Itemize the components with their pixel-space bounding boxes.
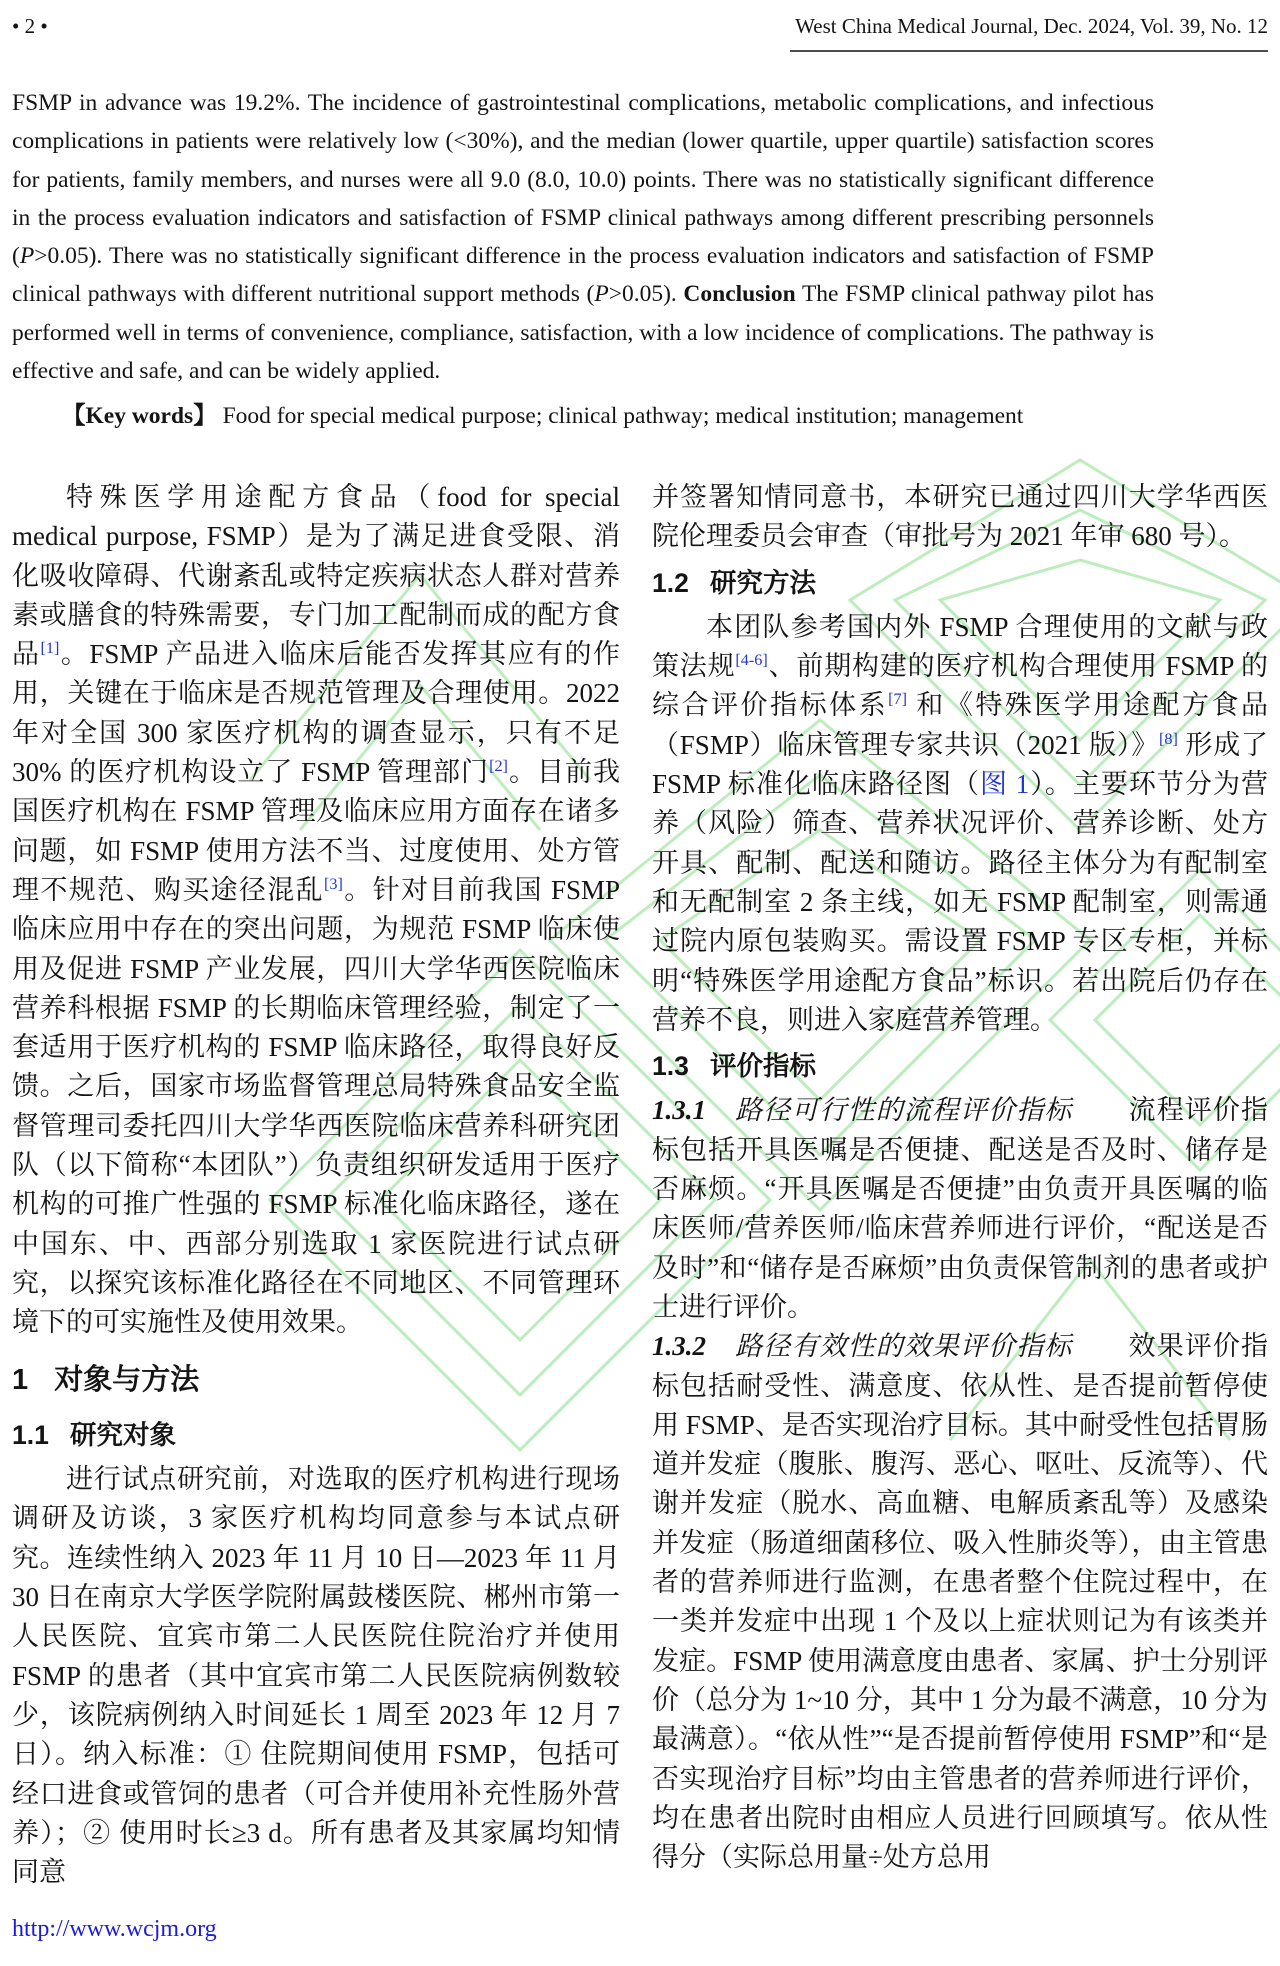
section-1-1-heading xyxy=(12,1416,620,1455)
keywords-line: 【Key words】 Food for special medical purpose; clinical pathway; medical institution; management xyxy=(62,403,1024,429)
abstract-paragraph: FSMP in advance was 19.2%. The incidence of gastrointestinal complications, metabolic complications, and infectious complications in patients were relatively low (<30%), and the median (lower quartile, upper quartile) satisfaction scores for patients, family members, and nurses were all 9.0 (8.0, 10.0) points. There was no statistically significant difference in the process evaluation indicators and satisfaction of FSMP clinical pathways among different prescribing personnels (P>0.05). There was no statistically significant difference in the process evaluation indicators and satisfaction of FSMP clinical pathways with different nutritional support methods (P>0.05). Conclusion The FSMP clinical pathway pilot has performed well in terms of convenience, compliance, satisfaction, with a low incidence of complications. The pathway is effective and safe, and can be widely applied. xyxy=(12,90,1154,385)
footer-journal-url[interactable]: http://www.wcjm.org xyxy=(12,1916,217,1942)
section-1-2-number: 1.2 xyxy=(652,567,689,598)
journal-info: West China Medical Journal, Dec. 2024, Vol. 39, No. 12 xyxy=(795,14,1268,38)
section-1-heading xyxy=(12,1361,620,1400)
continuation-paragraph: 并签署知情同意书，本研究已通过四川大学华西医院伦理委员会审查（审批号为 2021 年审 680 号）。 xyxy=(652,482,1268,552)
page-number: • 2 • xyxy=(12,14,48,38)
methods-paragraph: 本团队参考国内外 FSMP 合理使用的文献与政策法规[4-6]、前期构建的医疗机构合理使用 FSMP 的综合评价指标体系[7] 和《特殊医学用途配方食品（FSMP）临床管理专家共识（2021 版）》[8] 形成了 FSMP 标准化临床路径图（图 1）。主要环节分为营养（风险）筛查、营养状况评价、营养诊断、处方开具、配制、配送和随访。路径主体分为有配制室和无配制室 2 条主线，如无 FSMP 配制室，则需通过院内原包装购买。需设置 FSMP 专区专柜，并标明“特殊医学用途配方食品”标识。若出院后仍存在营养不良，则进入家庭营养管理。 xyxy=(652,611,1269,1035)
section-1-3-title: 评价指标 xyxy=(710,1051,817,1082)
section-1-3-number: 1.3 xyxy=(652,1051,689,1082)
study-design-paragraph: 进行试点研究前，对选取的医疗机构进行现场调研及访谈，3 家医疗机构均同意参与本试点研究。连续性纳入 2023 年 11 月 10 日—2023 年 11 月 30 日在南京大学医学院附属鼓楼医院、郴州市第一人民医院、宜宾市第二人民医院住院治疗并使用 FSMP 的患者（其中宜宾市第二人民医院病例数较少，该院病例纳入时间延长 1 周至 2023 年 12 月 7 日）。纳入标准：① 住院期间使用 FSMP，包括可经口进食或管饲的患者（可合并使用补充性肠外营养）；② 使用时长≥3 d。所有患者及其家属均知情同意 xyxy=(12,1464,620,1888)
section-1-3-2-paragraph: 1.3.2 路径有效性的效果评价指标 效果评价指标包括耐受性、满意度、依从性、是否提前暂停使用 FSMP、是否实现治疗目标。其中耐受性包括胃肠道并发症（腹胀、腹泻、恶心、呕吐、反流等）、代谢并发症（脱水、高血糖、电解质紊乱等）及感染并发症（肠道细菌移位、吸入性肺炎等），由主管患者的营养师进行监测，在患者整个住院过程中，在一类并发症中出现 1 个及以上症状则记为有该类并发症。FSMP 使用满意度由患者、家属、护士分别评价（总分为 1~10 分，其中 1 分为最不满意，10 分为最满意）。“依从性”“是否提前暂停使用 FSMP”和“是否实现治疗目标”均由主管患者的营养师进行评价，均在患者出院时由相应人员进行回顾填写。依从性得分（实际总用量÷处方总用 xyxy=(652,1331,1269,1873)
page-header xyxy=(12,14,1268,39)
section-1-1-number: 1.1 xyxy=(12,1419,49,1450)
section-1-1-title: 研究对象 xyxy=(70,1419,177,1450)
header-rule xyxy=(790,50,1268,52)
intro-paragraph: 特殊医学用途配方食品（food for special medical purpose, FSMP）是为了满足进食受限、消化吸收障碍、代谢紊乱或特定疾病状态人群对营养素或膳食的特殊需要，专门加工配制而成的配方食品[1]。FSMP 产品进入临床后能否发挥其应有的作用，关键在于临床是否规范管理及合理使用。2022 年对全国 300 家医疗机构的调查显示，只有不足 30% 的医疗机构设立了 FSMP 管理部门[2]。目前我国医疗机构在 FSMP 管理及临床应用方面存在诸多问题，如 FSMP 使用方法不当、过度使用、处方管理不规范、购买途径混乱[3]。针对目前我国 FSMP 临床应用中存在的突出问题，为规范 FSMP 临床使用及促进 FSMP 产业发展，四川大学华西医院临床营养科根据 FSMP 的长期临床管理经验，制定了一套适用于医疗机构的 FSMP 临床路径，取得良好反馈。之后，国家市场监督管理总局特殊食品安全监督管理司委托四川大学华西医院临床营养科研究团队（以下简称“本团队”）负责组织研发适用于医疗机构的可推广性强的 FSMP 标准化临床路径，遂在中国东、中、西部分别选取 1 家医院进行试点研究，以探究该标准化路径在不同地区、不同管理环境下的可实施性及使用效果。 xyxy=(12,482,621,1338)
section-1-3-heading xyxy=(652,1047,1268,1086)
section-1-3-1-paragraph: 1.3.1 路径可行性的流程评价指标 流程评价指标包括开具医嘱是否便捷、配送是否及时、储存是否麻烦。“开具医嘱是否便捷”由负责开具医嘱的临床医师/营养医师/临床营养师进行评价，“配送是否及时”和“储存是否麻烦”由负责保管制剂的患者或护士进行评价。 xyxy=(652,1095,1269,1322)
section-1-title: 对象与方法 xyxy=(54,1363,200,1396)
right-column xyxy=(652,478,1268,1877)
section-1-number: 1 xyxy=(12,1363,29,1396)
section-1-2-heading xyxy=(652,564,1268,603)
left-column xyxy=(12,478,620,1892)
section-1-2-title: 研究方法 xyxy=(710,567,817,598)
